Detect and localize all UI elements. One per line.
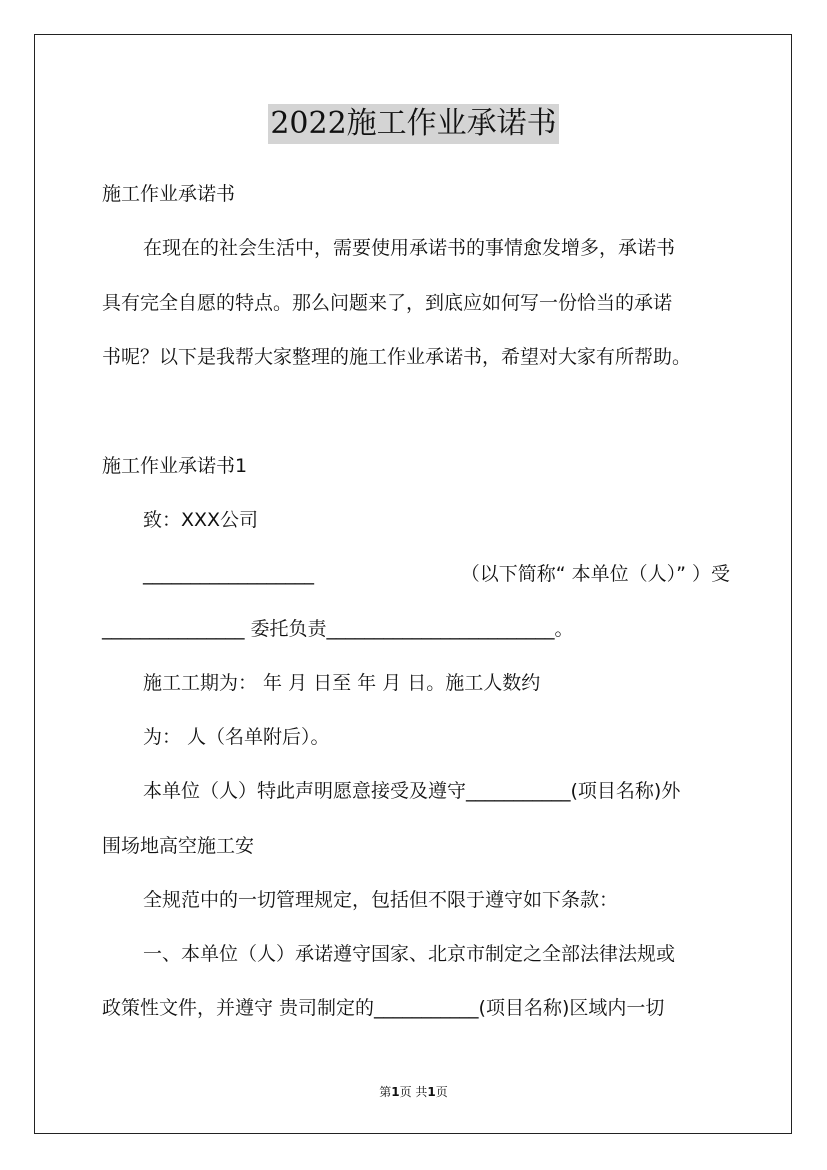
body-line-9: 政策性文件，并遵守 贵司制定的___________(项目名称)区域内一切 (102, 997, 665, 1019)
intro-line-1: 在现在的社会生活中，需要使用承诺书的事情愈发增多，承诺书 (143, 237, 676, 259)
footer-page-total: 1 (427, 1085, 436, 1099)
document-subtitle: 施工作业承诺书 (102, 183, 236, 205)
body-line-1 (143, 561, 730, 587)
body-line-6: 围场地高空施工安 (102, 835, 255, 857)
footer-page-number: 1 (391, 1085, 400, 1099)
footer-page-mid: 页 共 (399, 1085, 428, 1099)
body-line-3: 施工工期为： 年 月 日至 年 月 日。施工人数约 (143, 672, 541, 694)
page-footer (0, 1084, 827, 1100)
body-line-4: 为： 人（名单附后）。 (143, 726, 330, 748)
addressee-line: 致：XXX公司 (143, 509, 259, 531)
body-line-5: 本单位（人）特此声明愿意接受及遵守___________(项目名称)外 (143, 780, 681, 802)
contractor-blank: __________________ (143, 563, 314, 585)
body-line-7: 全规范中的一切管理规定，包括但不限于遵守如下条款： (143, 889, 619, 911)
title-container (0, 104, 827, 144)
body-line-1-text: （以下简称“ 本单位（人）” ）受 (460, 563, 730, 585)
footer-page-prefix: 第 (379, 1085, 392, 1099)
intro-line-3: 书呢？以下是我帮大家整理的施工作业承诺书，希望对大家有所帮助。 (102, 346, 692, 368)
body-line-8: 一、本单位（人）承诺遵守国家、北京市制定之全部法律法规或 (143, 943, 676, 965)
body-line-2: _______________ 委托负责________________________。 (102, 618, 574, 640)
footer-page-suffix: 页 (435, 1085, 448, 1099)
intro-line-2: 具有完全自愿的特点。那么问题来了，到底应如何写一份恰当的承诺 (102, 292, 673, 314)
document-title: 2022施工作业承诺书 (268, 104, 558, 144)
section-heading: 施工作业承诺书1 (102, 455, 248, 477)
